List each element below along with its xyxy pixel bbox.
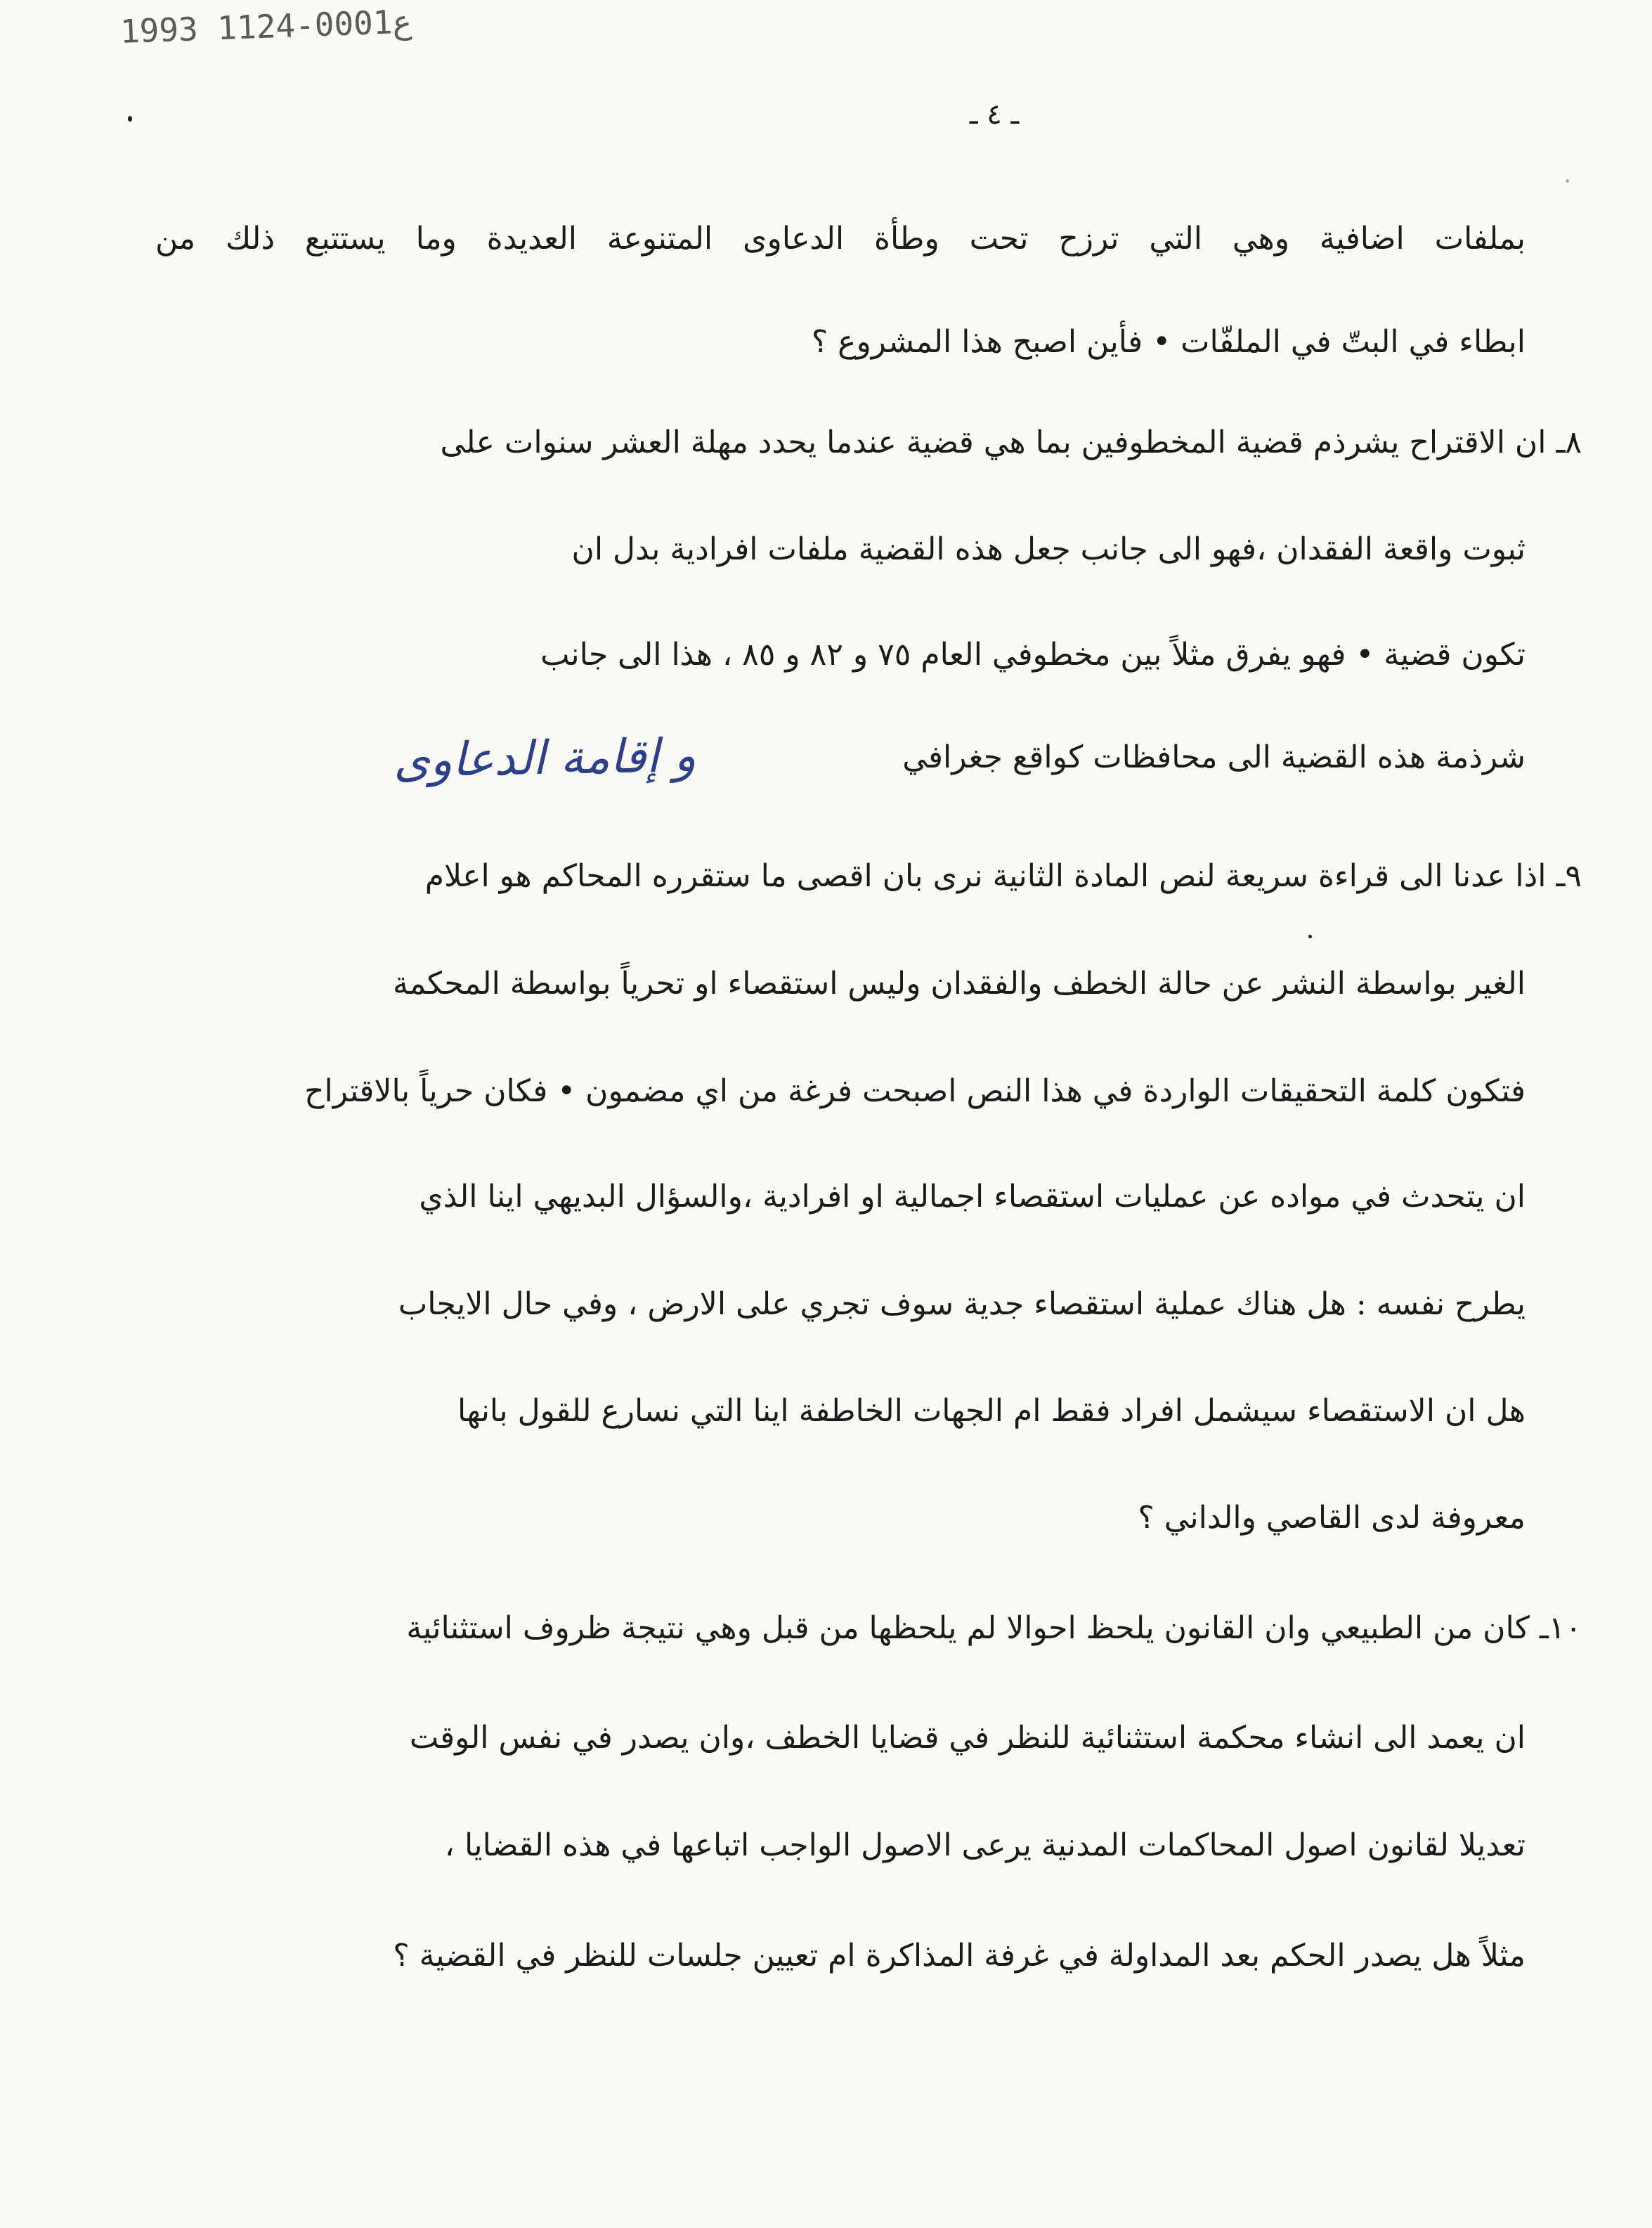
stray-mark	[1308, 935, 1312, 938]
body-line: مثلاً هل يصدر الحكم بعد المداولة في غرفة المذاكرة ام تعيين جلسات للنظر في القضية ؟	[393, 1938, 1526, 1974]
body-line: تعديلا لقانون اصول المحاكمات المدنية يرعى الاصول الواجب اتباعها في هذه القضايا ،	[444, 1827, 1526, 1863]
body-line: هل ان الاستقصاء سيشمل افراد فقط ام الجهات الخاطفة اينا التي نسارع للقول بانها	[457, 1393, 1526, 1429]
body-line: ان يعمد الى انشاء محكمة استثنائية للنظر في قضايا الخطف ،وان يصدر في نفس الوقت	[409, 1720, 1526, 1756]
handwritten-note: و إقامة الدعاوى	[393, 728, 697, 788]
body-line: ٩ـ اذا عدنا الى قراءة سريعة لنص المادة الثانية نرى بان اقصى ما ستقرره المحاكم هو اعلام	[424, 858, 1582, 894]
body-line: ثبوت واقعة الفقدان ،فهو الى جانب جعل هذه القضية ملفات افرادية بدل ان	[571, 531, 1526, 567]
body-line: فتكون كلمة التحقيقات الواردة في هذا النص اصبحت فرغة من اي مضمون • فكان حرياً بالاقتراح	[304, 1073, 1526, 1109]
body-line: ان يتحدث في مواده عن عمليات استقصاء اجمالية او افرادية ،والسؤال البديهي اينا الذي	[419, 1179, 1526, 1215]
page-number: ـ ٤ ـ	[969, 98, 1020, 131]
body-line: شرذمة هذه القضية الى محافظات كواقع جغرافي	[902, 739, 1526, 775]
body-line: ٨ـ ان الاقتراح يشرذم قضية المخطوفين بما هي قضية عندما يحدد مهلة العشر سنوات على	[440, 425, 1582, 460]
body-line: تكون قضية • فهو يفرق مثلاً بين مخطوفي العام ٧٥ و ٨٢ و ٨٥ ، هذا الى جانب	[540, 637, 1526, 673]
body-line: ١٠ـ كان من الطبيعي وان القانون يلحظ احوالا لم يلحظها من قبل وهي نتيجة ظروف استثنائية	[406, 1610, 1582, 1646]
body-line: بملفات اضافية وهي التي ترزح تحت وطأة الدعاوى المتنوعة العديدة وما يستتبع ذلك من	[155, 221, 1526, 257]
reference-number: 1993 1124-0001ع	[119, 2, 413, 51]
body-line: الغير بواسطة النشر عن حالة الخطف والفقدان وليس استقصاء او تحرياً بواسطة المحكمة	[393, 966, 1526, 1002]
stray-mark	[1566, 179, 1569, 183]
body-line: ابطاء في البتّ في الملفّات • فأين اصبح هذا المشروع ؟	[811, 324, 1526, 360]
body-line: معروفة لدى القاصي والداني ؟	[1138, 1500, 1526, 1536]
stray-mark	[128, 116, 132, 122]
body-line: يطرح نفسه : هل هناك عملية استقصاء جدية سوف تجري على الارض ، وفي حال الايجاب	[398, 1286, 1526, 1322]
